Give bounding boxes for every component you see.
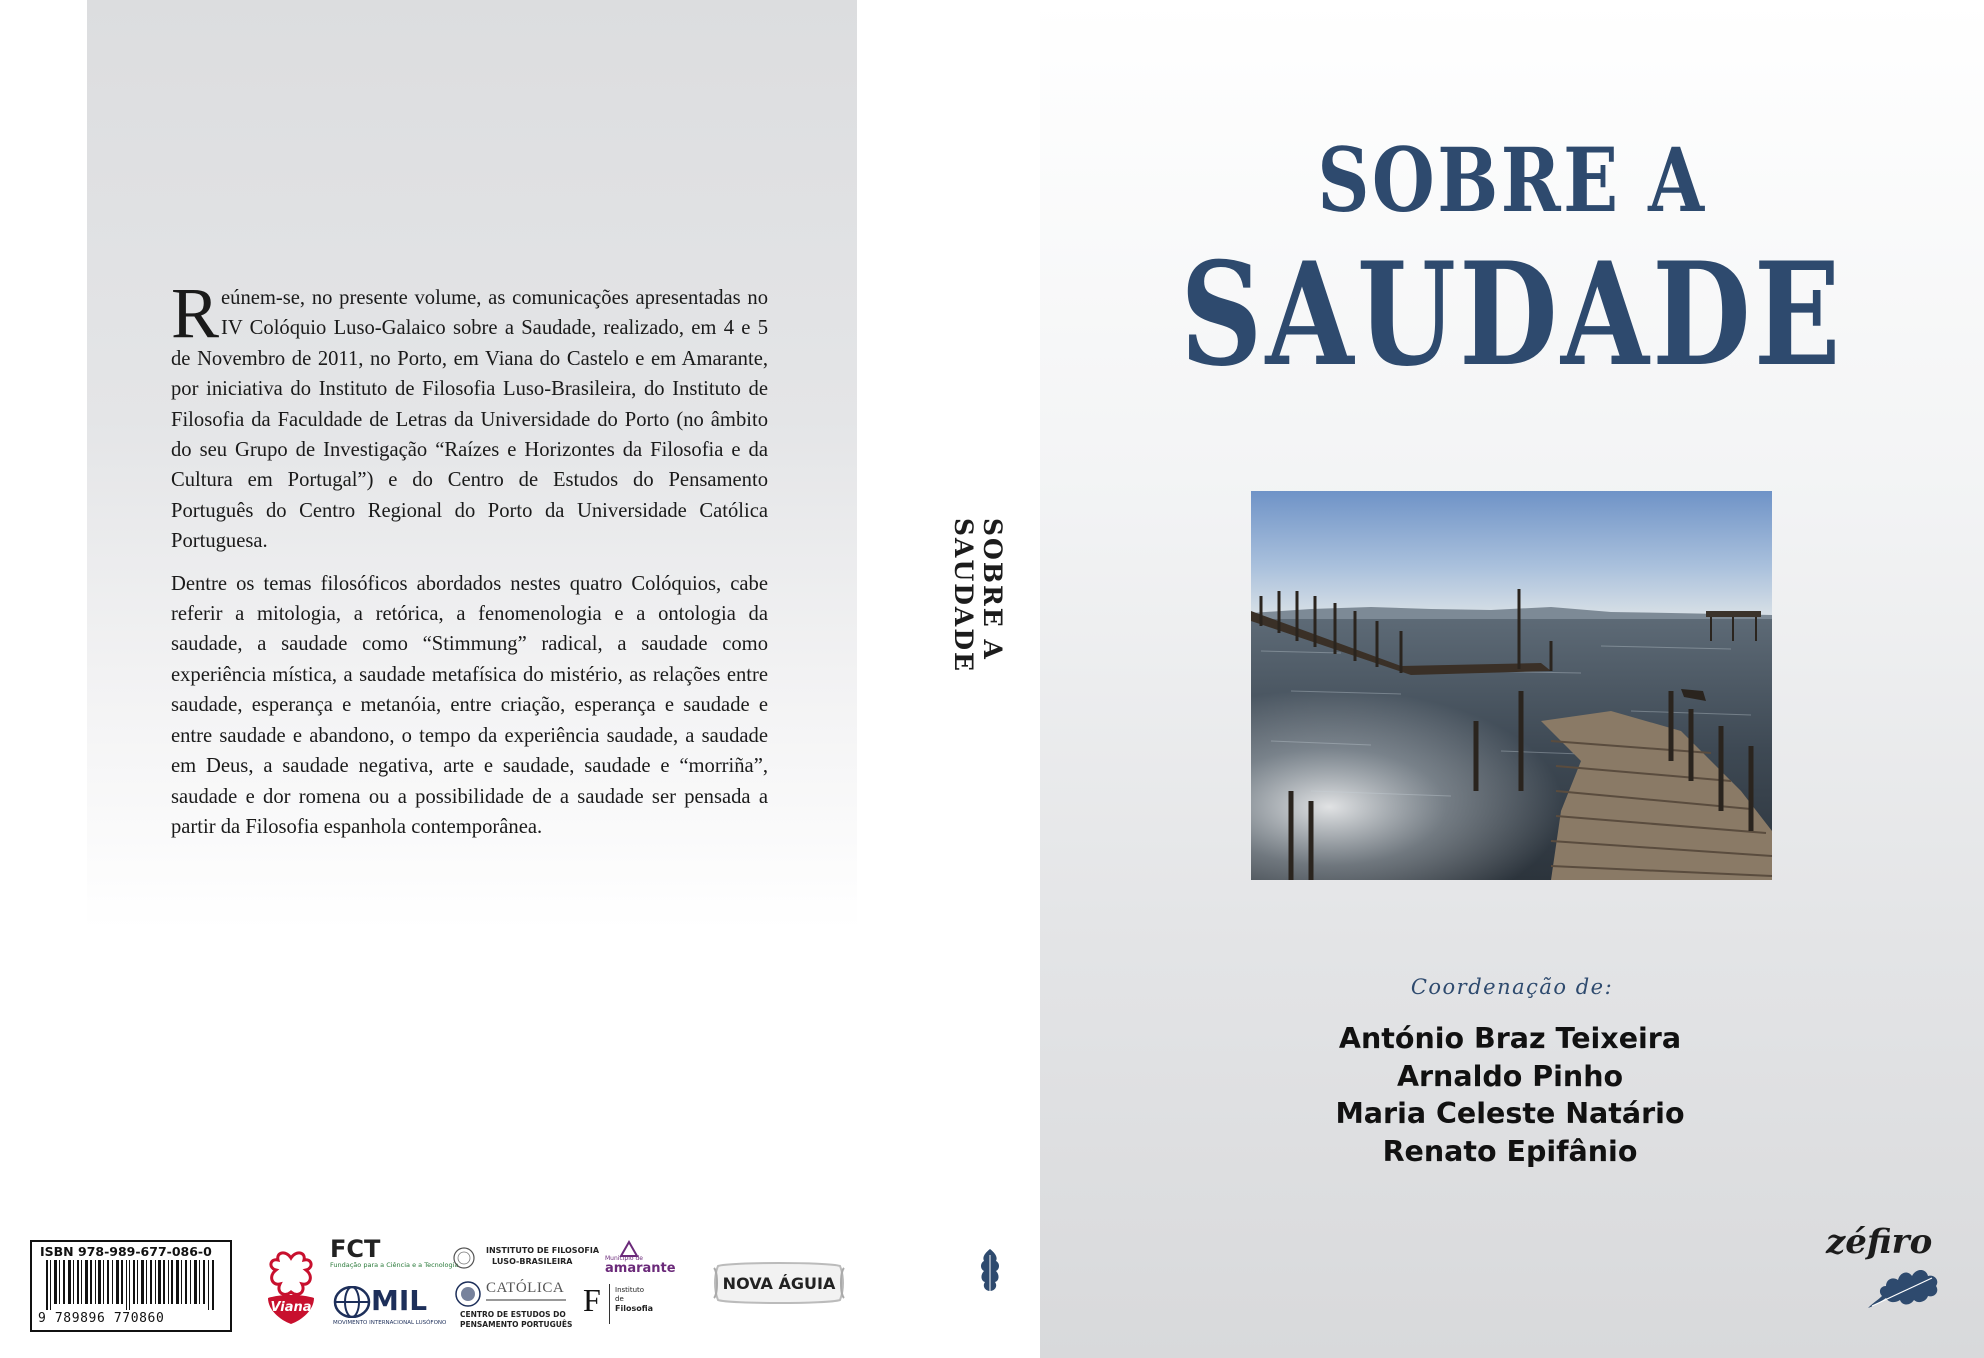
cover-photo-pier — [1251, 491, 1772, 880]
if-letter: F — [583, 1282, 601, 1318]
author-name: Renato Epifânio — [1382, 1134, 1638, 1168]
mil-label: MIL — [371, 1284, 428, 1317]
catolica-label: CATÓLICA — [486, 1280, 565, 1296]
author-name: Arnaldo Pinho — [1396, 1059, 1624, 1093]
ifilb-label-1: INSTITUTO DE FILOSOFIA — [486, 1246, 600, 1255]
logo-fct — [330, 1235, 459, 1273]
logo-amarante — [603, 1240, 676, 1276]
barcode-bars-icon — [40, 1260, 222, 1310]
publisher-name: zéfiro — [1826, 1222, 1933, 1262]
logo-mil — [333, 1284, 447, 1330]
isbn-digits: 9 789896 770860 — [38, 1311, 165, 1326]
fct-label: FCT — [330, 1235, 381, 1263]
isbn-label: ISBN 978-989-677-086-0 — [40, 1244, 212, 1259]
spine-oak-leaf-icon — [978, 1247, 1002, 1299]
logo-instituto-filosofia-porto — [583, 1282, 673, 1332]
fct-subtitle: Fundação para a Ciência e a Tecnologia — [330, 1261, 459, 1269]
blurb-paragraph-2: Dentre os temas filosóficos abordados nestes quatro Colóquios, cabe referir a mitologia, a retórica, a fenomenologia e a ontologia da saudade, a saudade como “Stimmung” radical, a saudade como experiência mística, a saudade metafísica do mistério, as relações entre saudade, esperança e metanóia, entre criação, esperança e saudade e entre saudade e abandono, o tempo da experiência saudade, a saudade em Deus, a saudade negativa, arte e saudade, saudade e “morriña”, saudade e dor romena ou a possibilidade de a saudade ser pensada a partir da Filosofia espanhola contemporânea. — [171, 572, 768, 838]
blurb-paragraph-1-text: eúnem-se, no presente volume, as comunicações apresentadas no IV Colóquio Luso-Galaico sobre a Saudade, realizado, em 4 e 5 de Novembro de 2011, no Porto, em Viana do Castelo e em Amarante, por iniciativa do Instituto de Filosofia Luso-Brasileira, do Instituto de Filosofia da Faculdade de Letras da Universidade do Porto (no âmbito do seu Grupo de Investigação “Raízes e Horizontes da Filosofia e da Cultura em Portugal”) e do Centro de Estudos do Pensamento Português do Centro Regional do Porto da Universidade Católica Portuguesa. — [171, 287, 768, 553]
ifilb-seal-icon — [452, 1246, 476, 1270]
amarante-label-small: Município de — [605, 1255, 643, 1262]
if-divider — [609, 1284, 610, 1324]
author-name: Maria Celeste Natário — [1335, 1097, 1685, 1130]
logo-instituto-filosofia-luso-brasileira — [452, 1244, 600, 1274]
coordination-label: Coordenação de: — [1410, 975, 1614, 999]
catolica-divider — [486, 1299, 566, 1301]
isbn-barcode — [30, 1240, 232, 1332]
if-label-1: Instituto — [615, 1286, 645, 1294]
logo-viana — [262, 1248, 320, 1324]
cepp-label-2: PENSAMENTO PORTUGUÊS — [460, 1320, 573, 1329]
cover-title-line-1: SOBRE A — [1317, 128, 1707, 232]
ifilb-label-2: LUSO-BRASILEIRA — [492, 1257, 573, 1266]
author-name: António Braz Teixeira — [1338, 1022, 1682, 1055]
pier-photo-illustration — [1251, 491, 1772, 880]
amarante-label: amarante — [605, 1261, 676, 1276]
if-label-2: de — [615, 1295, 624, 1303]
drop-cap: R — [171, 273, 220, 353]
viana-label: Viana — [270, 1300, 312, 1315]
mil-subtitle: MOVIMENTO INTERNACIONAL LUSÓFONO — [333, 1320, 447, 1326]
logo-nova-aguia — [710, 1258, 848, 1308]
mil-globe-icon — [333, 1286, 371, 1318]
if-label-3: Filosofia — [615, 1304, 654, 1313]
catolica-seal-icon — [454, 1280, 482, 1308]
spine-title: SOBRE A SAUDADE — [949, 518, 1007, 674]
publisher-oak-leaf-icon — [1864, 1262, 1942, 1312]
logo-catolica-cepp — [452, 1280, 597, 1332]
authors-list — [1300, 1020, 1720, 1170]
nova-aguia-label: NOVA ÁGUIA — [722, 1273, 836, 1293]
cover-title-line-2: SAUDADE — [1180, 232, 1844, 398]
blurb-paragraph-1 — [171, 273, 768, 557]
back-cover-blurb — [171, 273, 768, 854]
cepp-label-1: CENTRO DE ESTUDOS DO — [460, 1310, 566, 1319]
